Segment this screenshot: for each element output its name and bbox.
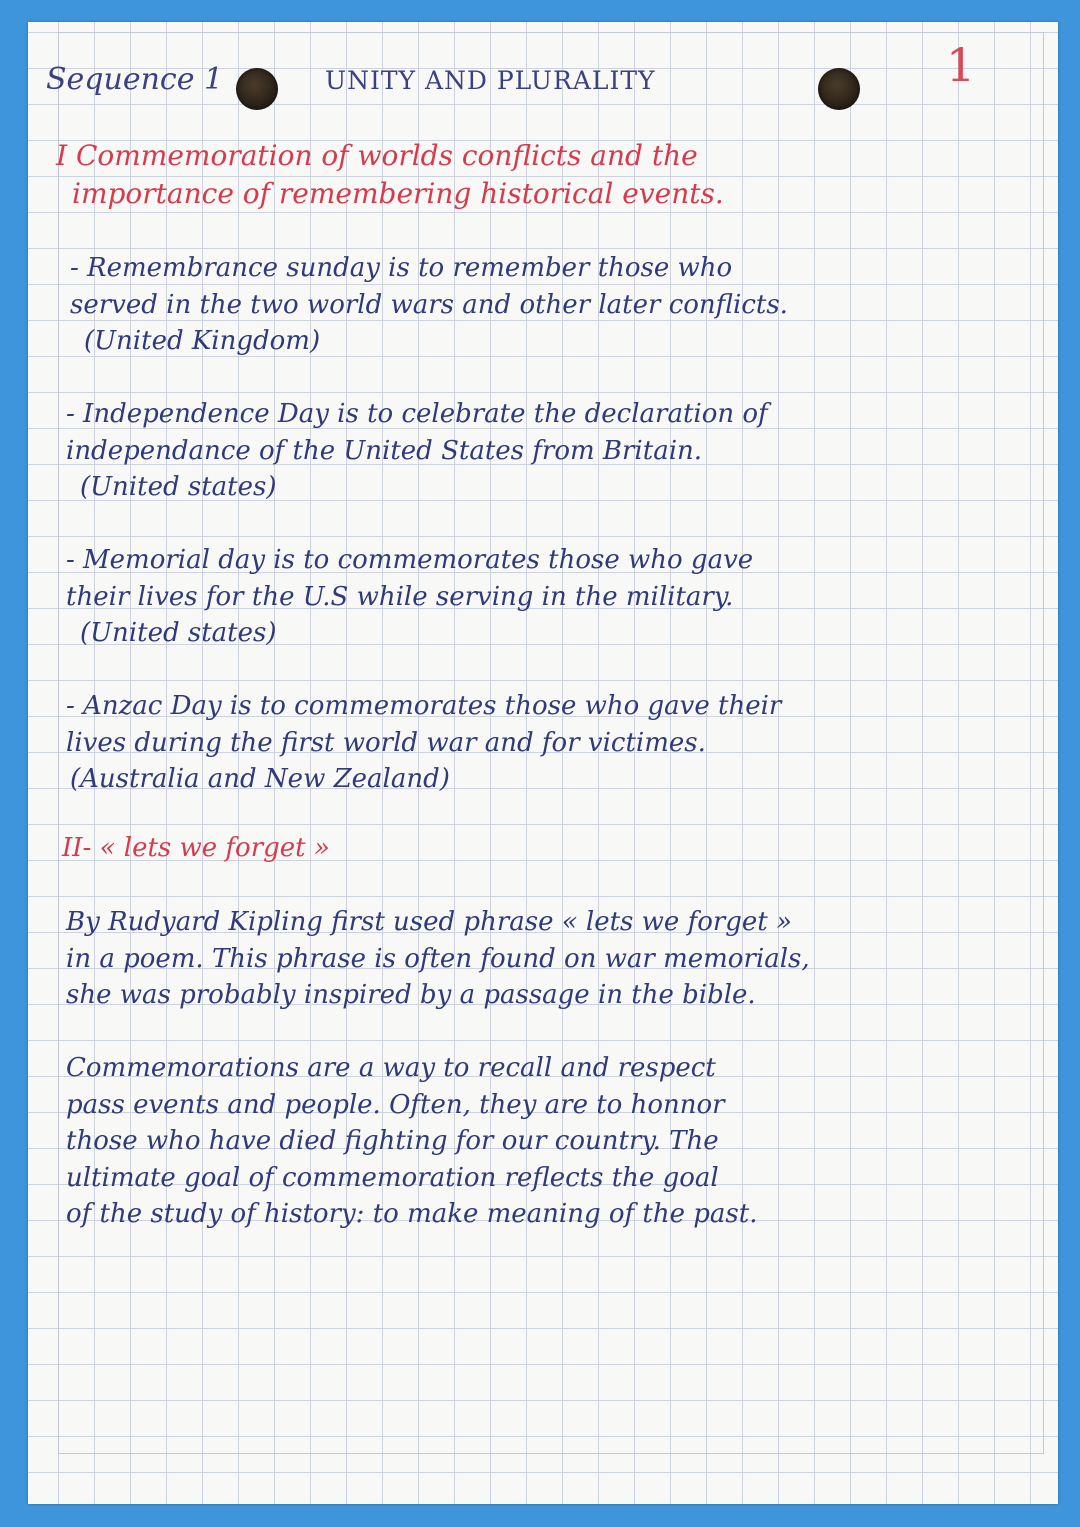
- bullet-independence-day: [66, 396, 768, 506]
- bullet-line: - Remembrance sunday is to remember those who: [70, 253, 733, 283]
- paragraph-line: of the study of history: to make meaning of the past.: [66, 1199, 758, 1229]
- page-title: UNITY AND PLURALITY: [325, 66, 656, 95]
- paragraph-line: pass events and people. Often, they are to honnor: [66, 1089, 725, 1120]
- paragraph-line: ultimate goal of commemoration reflects the goal: [66, 1162, 719, 1193]
- section1-heading-line1: I Commemoration of worlds conflicts and the: [56, 139, 698, 172]
- bullet-line: - Independence Day is to celebrate the declaration of: [66, 399, 768, 429]
- section1-heading-line2: importance of remembering historical events.: [72, 177, 724, 210]
- bullet-line: served in the two world wars and other later conflicts.: [70, 289, 788, 320]
- section2-heading: II- « lets we forget »: [62, 833, 330, 863]
- bullet-remembrance-sunday: [70, 250, 788, 360]
- bullet-country: (United states): [80, 472, 277, 502]
- paragraph-line: Commemorations are a way to recall and respect: [66, 1053, 716, 1083]
- page-number: 1: [946, 38, 976, 92]
- paragraph-line: those who have died fighting for our country. The: [66, 1126, 719, 1156]
- bullet-country: (Australia and New Zealand): [70, 764, 450, 794]
- punch-hole-left: [236, 68, 278, 110]
- bullet-memorial-day: [66, 542, 753, 652]
- bullet-line: - Memorial day is to commemorates those who gave: [66, 545, 754, 575]
- paragraph-line: in a poem. This phrase is often found on war memorials,: [66, 943, 810, 974]
- bullet-line: independance of the United States from Britain.: [66, 435, 703, 466]
- paragraph-line: By Rudyard Kipling first used phrase « lets we forget »: [66, 907, 792, 937]
- bullet-line: - Anzac Day is to commemorates those who gave their: [66, 691, 782, 721]
- bullet-country: (United Kingdom): [84, 326, 321, 356]
- paragraph-line: she was probably inspired by a passage in the bible.: [66, 980, 756, 1010]
- bullet-anzac-day: [66, 688, 781, 798]
- punch-hole-right: [818, 68, 860, 110]
- bullet-country: (United states): [80, 618, 277, 648]
- bullet-line: lives during the first world war and for victimes.: [66, 727, 706, 758]
- sequence-label: Sequence 1: [46, 62, 224, 97]
- paragraph-commemorations: [66, 1050, 757, 1233]
- bullet-line: their lives for the U.S while serving in the military.: [66, 581, 734, 612]
- paragraph-kipling: [66, 904, 810, 1014]
